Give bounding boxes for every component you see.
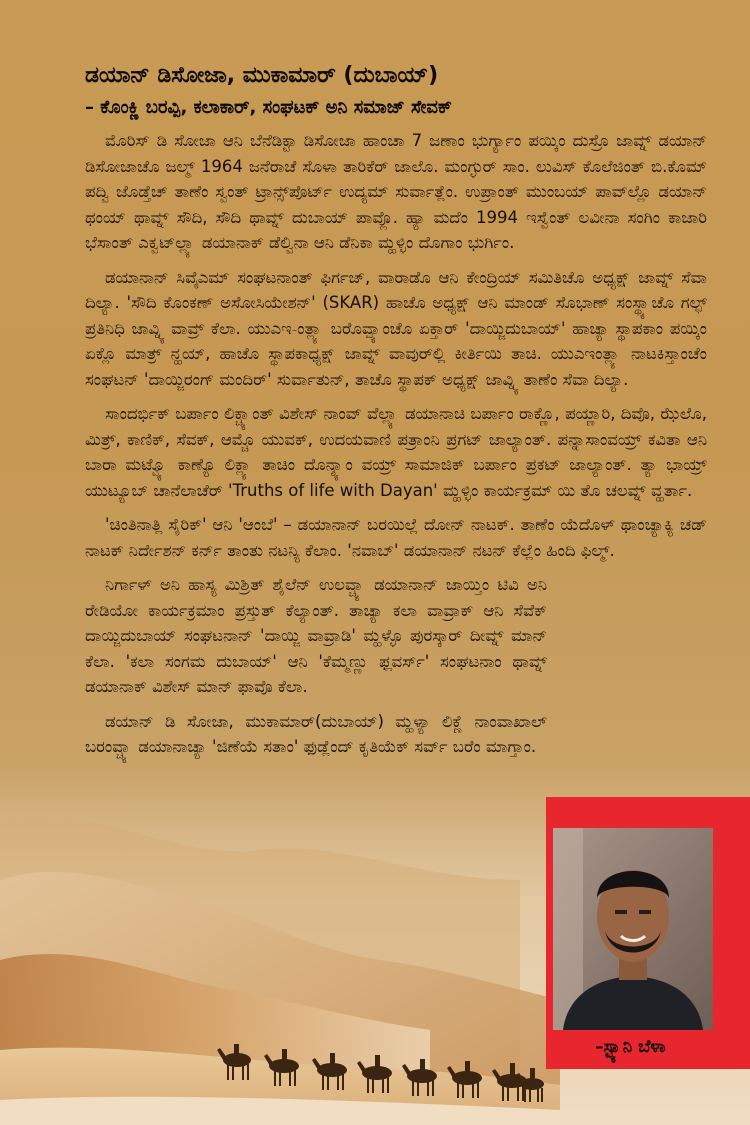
author-portrait — [553, 828, 713, 1030]
article-body — [85, 128, 707, 769]
paragraph-writings: ಸಾಂದರ್ಭಿಕ್ ಬರ್ಪಾಂ ಲಿಕ್ಚ್ಯಾಂತ್ ವಿಶೇಸ್ ನಾಂವ್ ವೆಲ್ಲ್ಯಾ ಡಯಾನಾಚಿ ಬರ್ಪಾಂ ರಾಕ್ಣೊ, ಪಯ್ಣಾರಿ, ದಿವೊ, ಝೆಲೊ, ಮಿತ್ರ್, ಕಾಣಿಕ್, ಸೆವಕ್, ಆಮ್ಚೊ ಯುವಕ್, ಉದಯವಾಣಿ ಪತ್ರಾಂನಿ ಪ್ರಗಟ್ ಜಾಲ್ಯಾಂತ್. ಪನ್ನಾಸಾಂವಯ್ರ್ ಕವಿತಾ ಆನಿ ಬಾರಾ ಮಟ್ವ್ಯೊ ಕಾಣ್ಯೊ ಲಿಕ್ಲ್ಯಾ ತಾಚಿಂ ದೊನ್ಶ್ಯಾಂ ವಯ್ರ್ ಸಾಮಾಜಿಕ್ ಬರ್ಪಾಂ ಪ್ರಕಟ್ ಜಾಲ್ಯಾಂತ್. ತ್ಯಾ ಭಾಯ್ರ್ ಯುಟ್ಯೂಬ್ ಚಾನೆಲಾಚೆರ್ 'Truths of life with Dayan' ಮ್ಹಳ್ಳಿಂ ಕಾರ್ಯಕ್ರಮ್ ಯಿ ತೊ ಚಲವ್ನ್ ವ್ಹರ್ತಾ. — [85, 404, 707, 500]
paragraph-wishes: ಡಯಾನ್ ಡಿ ಸೋಜಾ, ಮುಕಾಮಾರ್(ದುಬಾಯ್) ಮ್ಹಳ್ಯಾ ಲಿಕ್ಣೆ ನಾಂವಾಖಾಲ್ ಬರಂವ್ಚ್ಯಾ ಡಯಾನಾಚ್ಯಾ 'ಜಿಣೆಯೆ ಸತಾಂ' ಫುಡ್ಲೆಂದ್ ಕೃತಿಯೆಕ್ ಸರ್ವ್ ಬರೆಂ ಮಾಗ್ತಾಂ. — [85, 711, 547, 756]
article-title: ಡಯಾನ್ ಡಿಸೋಜಾ, ಮುಕಾಮಾರ್ (ದುಬಾಯ್) — [85, 63, 439, 88]
article-subtitle: – ಕೊಂಕ್ಣಿ ಬರವ್ಪಿ, ಕಲಾಕಾರ್, ಸಂಘಟಕ್ ಅನಿ ಸಮಾಜ್ ಸೇವಕ್ — [85, 97, 452, 118]
photo-credit: –ಸ್ಟ್ಯಾನಿ ಬೆಳಾ — [595, 1037, 666, 1057]
paragraph-awards: ನಿರ್ಗಾಳ್ ಅನಿ ಹಾಸ್ಯ ಮಿಶ್ರಿತ್ ಶೈಲೆನ್ ಉಲವ್ಚ್ಯಾ ಡಯಾನಾನ್ ಜಾಯ್ತಿಂ ಟಿವಿ ಅನಿ ರೇಡಿಯೋ ಕಾರ್ಯಕ್ರಮಾಂ ಪ್ರಸ್ತುತ್ ಕೆಲ್ಯಾಂತ್. ತಾಚ್ಯಾ ಕಲಾ ವಾವ್ರಾಕ್ ಆನಿ ಸೆವೆಕ್ ದಾಯ್ಜಿದುಬಾಯ್ ಸಂಘಟನಾನ್ 'ದಾಯ್ಜಿ ವಾವ್ರಾಡಿ' ಮ್ಹಳ್ಳೊ ಪುರಸ್ಕಾರ್ ದೀವ್ನ್ ಮಾನ್ ಕೆಲಾ. 'ಕಲಾ ಸಂಗಮ ದುಬಾಯ್' ಆನಿ 'ಕೆಮ್ಮಣ್ಣು ಫ್ಲವರ್ಸ್' ಸಂಘಟನಾಂ ಥಾವ್ನ್ ಡಯಾನಾಕ್ ವಿಶೇಸ್ ಮಾನ್ ಫಾವೊ ಕೆಲಾ. — [85, 575, 547, 696]
paragraph-organizations: ಡಯಾನಾನ್ ಸಿವೈಎಮ್ ಸಂಘಟನಾಂತ್ ಫಿರ್ಗಜ್, ವಾರಾಡೊ ಆನಿ ಕೇಂದ್ರಿಯ್ ಸಮಿತಿಚೊ ಅಧ್ಯಕ್ಷ್ ಜಾವ್ನ್ ಸೆವಾ ದಿಲ್ಯಾ. 'ಸೌದಿ ಕೊಂಕಣ್ ಅಸೋಸಿಯೇಶನ್' (SKAR) ಹಾಚೊ ಅಧ್ಯಕ್ಷ್ ಆನಿ ಮಾಂಡ್ ಸೊಭಾಣ್ ಸಂಸ್ಥ್ಯಾಚೊ ಗಲ್ಫ್ ಪ್ರತಿನಿಧಿ ಜಾವ್ನ್ಯಿ ವಾವ್ರ್ ಕೆಲಾ. ಯುಎಇ-ಂತ್ಲ್ಯಾ ಬರೊವ್ಪ್ಯಾಂಚೊ ಏಕ್ತಾರ್ 'ದಾಯ್ಜಿದುಬಾಯ್' ಹಾಚ್ಯಾ ಸ್ಥಾಪಕಾಂ ಪಯ್ಕಿಂ ಏಕ್ಲೊ ಮಾತ್ರ್ ನ್ಹಯ್, ಹಾಚೊ ಸ್ಥಾಪಕಾಧ್ಯಕ್ಷ್ ಜಾವ್ನ್ ವಾವುರ್‌ಲ್ಲಿ ಕೀರ್ತಿಯಿ ತಾಚಿ. ಯುಎಇಂತ್ಲ್ಯಾ ನಾಟಕಿಸ್ತಾಂಚೆಂ ಸಂಘಟನ್ 'ದಾಯ್ಜಿರಂಗ್ ಮಂದಿರ್' ಸುರ್ವಾತುನ್, ತಾಚೊ ಸ್ಥಾಪಕ್ ಅಧ್ಯಕ್ಷ್ ಜಾವ್ನ್ಯಿ ತಾಣೆಂ ಸೆವಾ ದಿಲ್ಯಾ. — [85, 267, 707, 389]
paragraph-dramas: 'ಚಿಂತಿನಾತ್ಲಿ ಸೈರಿಕ್' ಆನಿ 'ಆಂಬೆ' – ಡಯಾನಾನ್ ಬರಯಿಲ್ಲೆ ದೋನ್ ನಾಟಕ್. ತಾಣೆಂ ಯೆದೊಳ್ ಥಾಂಚ್ಯಾಕ್ಯಿ ಚಡ್ ನಾಟಕ್ ನಿರ್ದೇಶನ್ ಕರ್ನ್ ತಾಂತು ನಟನ್ಯಿ ಕೆಲಾಂ. 'ನವಾಬ್' ಡಯಾನಾನ್ ನಟನ್ ಕೆಲ್ಲೆಂ ಹಿಂದಿ ಫಿಲ್ಮ್. — [85, 515, 707, 560]
paragraph-biography: ಮೊರಿಸ್ ಡಿ ಸೋಜಾ ಆನಿ ಬೆನೆಡಿಕ್ಟಾ ಡಿಸೋಜಾ ಹಾಂಚಾ 7 ಜಣಾಂ ಭುರ್ಗ್ಯಾಂ ಪಯ್ಕಿಂ ದುಸ್ರೊ ಜಾವ್ನ್ ಡಯಾನ್ ಡಿಸೋಜಾಚೊ ಜಲ್ಮ್ 1964 ಜನೆರಾಚೆ ಸೊಳಾ ತಾರಿಕೆರ್ ಜಾಲೊ. ಮಂಗ್ಳುರ್ ಸಾಂ. ಲುವಿಸ್ ಕೊಲೆಜಿಂತ್ ಬಿ.ಕೊಮ್ ಪದ್ವಿ ಜೊಡ್ತೆಚ್ ತಾಣೆಂ ಸ್ವಂತ್ ಟ್ರಾನ್ಸ್‌ಪೊರ್ಟ್ ಉದ್ಯಮ್ ಸುರ್ವಾತ್ಲೆಂ. ಉಪ್ರಾಂತ್ ಮುಂಬಯ್ ಪಾವ್‌ಲ್ಲೊ ಡಯಾನ್ ಥಂಯ್ ಥಾವ್ನ್ ಸೌದಿ, ಸೌದಿ ಥಾವ್ನ್ ದುಬಾಯ್ ಪಾವ್ಲೊ. ಹ್ಯಾ ಮದೆಂ 1994 ಇಸ್ವೆಂತ್ ಲವೀನಾ ಸಂಗಿಂ ಕಾಜಾರಿ ಭೆಸಾಂತ್ ಎಕ್ವಟ್‌ಲ್ಲ್ಯಾ ಡಯಾನಾಕ್ ಡೆಲ್ವಿನಾ ಆನಿ ಡೆನಿಕಾ ಮ್ಹಳ್ಳಿಂ ದೊಗಾಂ ಭುರ್ಗಿಂ. — [85, 131, 707, 252]
